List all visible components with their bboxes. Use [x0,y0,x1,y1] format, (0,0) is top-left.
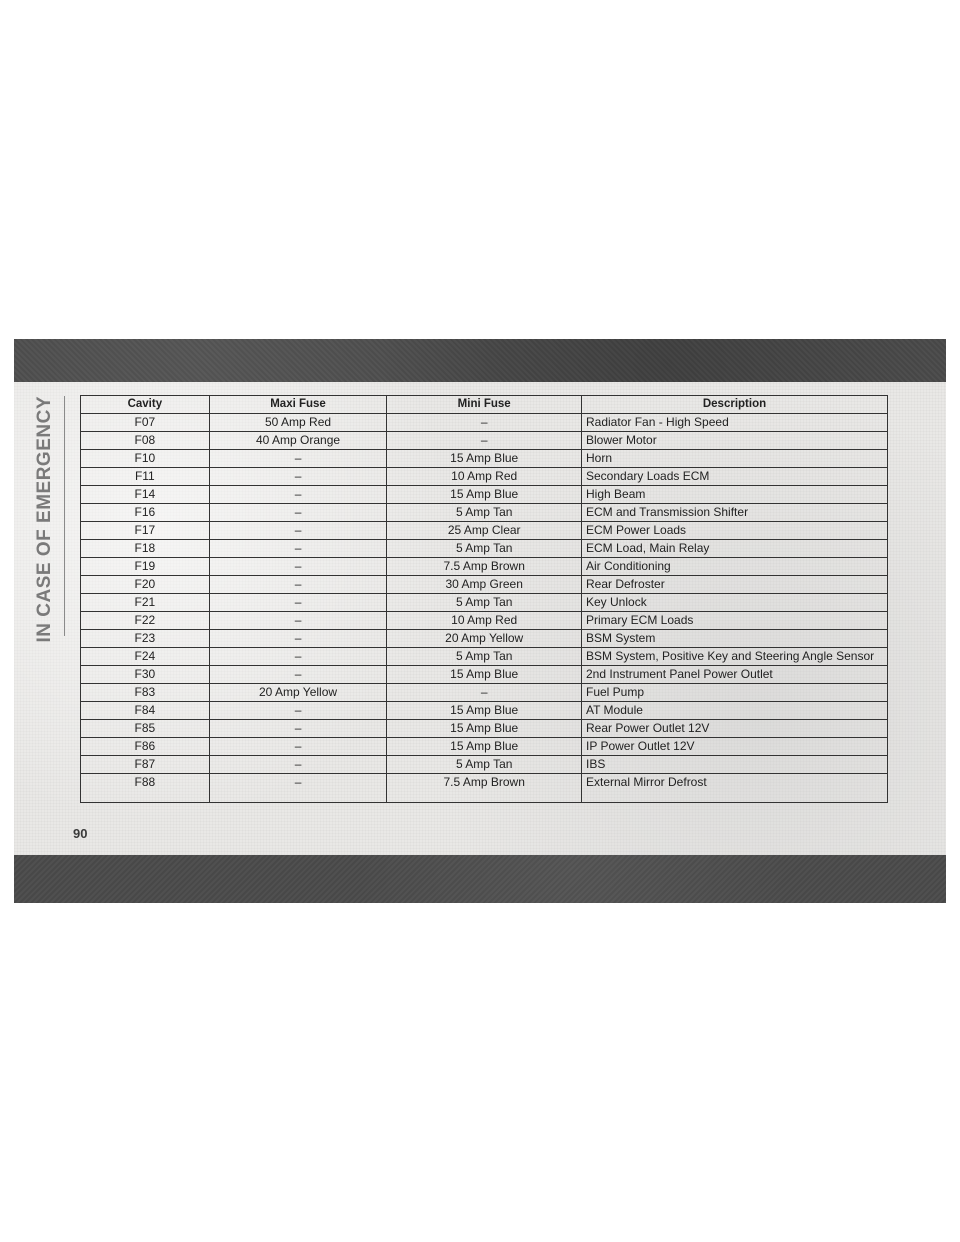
mini-fuse-cell: 30 Amp Green [387,576,582,594]
cavity-cell: F11 [81,468,210,486]
cavity-cell: F18 [81,540,210,558]
cavity-cell: F19 [81,558,210,576]
table-row [81,684,888,702]
maxi-fuse-cell: – [209,450,387,468]
section-title: IN CASE OF EMERGENCY [34,396,55,643]
header-maxi-fuse: Maxi Fuse [209,396,387,414]
table-row [81,486,888,504]
table-row [81,540,888,558]
header-description: Description [582,396,888,414]
table-row [81,504,888,522]
maxi-fuse-cell: – [209,594,387,612]
table-row [81,756,888,774]
table-header-row [81,396,888,414]
table-row [81,522,888,540]
table-row [81,594,888,612]
header-mini-fuse: Mini Fuse [387,396,582,414]
cavity-cell: F24 [81,648,210,666]
mini-fuse-cell: 7.5 Amp Brown [387,558,582,576]
mini-fuse-cell: 5 Amp Tan [387,594,582,612]
description-cell: Primary ECM Loads [582,612,888,630]
section-divider [64,396,65,636]
description-cell: External Mirror Defrost [582,774,888,803]
description-cell: AT Module [582,702,888,720]
description-cell: Secondary Loads ECM [582,468,888,486]
cavity-cell: F85 [81,720,210,738]
maxi-fuse-cell: 40 Amp Orange [209,432,387,450]
header-band [14,339,946,382]
maxi-fuse-cell: – [209,576,387,594]
table-row [81,468,888,486]
table-row [81,702,888,720]
cavity-cell: F16 [81,504,210,522]
maxi-fuse-cell: – [209,648,387,666]
footer-band [14,855,946,903]
table-row [81,666,888,684]
mini-fuse-cell: 15 Amp Blue [387,486,582,504]
mini-fuse-cell: 15 Amp Blue [387,702,582,720]
fuse-table [80,395,888,803]
cavity-cell: F14 [81,486,210,504]
mini-fuse-cell: 15 Amp Blue [387,666,582,684]
description-cell: IBS [582,756,888,774]
maxi-fuse-cell: 50 Amp Red [209,414,387,432]
cavity-cell: F17 [81,522,210,540]
table-row [81,630,888,648]
maxi-fuse-cell: – [209,504,387,522]
description-cell: IP Power Outlet 12V [582,738,888,756]
mini-fuse-cell: – [387,414,582,432]
mini-fuse-cell: 10 Amp Red [387,468,582,486]
cavity-cell: F23 [81,630,210,648]
description-cell: Air Conditioning [582,558,888,576]
page-number: 90 [73,826,88,841]
description-cell: High Beam [582,486,888,504]
maxi-fuse-cell: – [209,666,387,684]
maxi-fuse-cell: – [209,774,387,803]
mini-fuse-cell: 10 Amp Red [387,612,582,630]
table-row [81,774,888,803]
table-row [81,432,888,450]
table-row [81,738,888,756]
description-cell: ECM and Transmission Shifter [582,504,888,522]
description-cell: ECM Load, Main Relay [582,540,888,558]
cavity-cell: F83 [81,684,210,702]
maxi-fuse-cell: – [209,612,387,630]
maxi-fuse-cell: – [209,522,387,540]
table-row [81,612,888,630]
cavity-cell: F10 [81,450,210,468]
maxi-fuse-cell: – [209,738,387,756]
cavity-cell: F88 [81,774,210,803]
description-cell: BSM System, Positive Key and Steering Angle Sensor [582,648,888,666]
description-cell: Blower Motor [582,432,888,450]
mini-fuse-cell: 15 Amp Blue [387,720,582,738]
maxi-fuse-cell: 20 Amp Yellow [209,684,387,702]
cavity-cell: F87 [81,756,210,774]
table-row [81,450,888,468]
table-row [81,558,888,576]
maxi-fuse-cell: – [209,468,387,486]
cavity-cell: F20 [81,576,210,594]
description-cell: Radiator Fan - High Speed [582,414,888,432]
fuse-table-body [81,414,888,803]
mini-fuse-cell: 5 Amp Tan [387,504,582,522]
cavity-cell: F08 [81,432,210,450]
maxi-fuse-cell: – [209,630,387,648]
mini-fuse-cell: 5 Amp Tan [387,756,582,774]
description-cell: Fuel Pump [582,684,888,702]
maxi-fuse-cell: – [209,756,387,774]
mini-fuse-cell: 15 Amp Blue [387,450,582,468]
mini-fuse-cell: 25 Amp Clear [387,522,582,540]
table-row [81,576,888,594]
table-row [81,720,888,738]
maxi-fuse-cell: – [209,558,387,576]
cavity-cell: F21 [81,594,210,612]
description-cell: Rear Defroster [582,576,888,594]
maxi-fuse-cell: – [209,702,387,720]
description-cell: BSM System [582,630,888,648]
cavity-cell: F07 [81,414,210,432]
table-row [81,648,888,666]
maxi-fuse-cell: – [209,720,387,738]
mini-fuse-cell: – [387,684,582,702]
header-cavity: Cavity [81,396,210,414]
cavity-cell: F30 [81,666,210,684]
cavity-cell: F22 [81,612,210,630]
mini-fuse-cell: 5 Amp Tan [387,648,582,666]
mini-fuse-cell: 5 Amp Tan [387,540,582,558]
mini-fuse-cell: 15 Amp Blue [387,738,582,756]
table-row [81,414,888,432]
cavity-cell: F84 [81,702,210,720]
description-cell: 2nd Instrument Panel Power Outlet [582,666,888,684]
mini-fuse-cell: – [387,432,582,450]
mini-fuse-cell: 7.5 Amp Brown [387,774,582,803]
description-cell: ECM Power Loads [582,522,888,540]
section-tab [28,396,62,643]
maxi-fuse-cell: – [209,486,387,504]
description-cell: Horn [582,450,888,468]
description-cell: Key Unlock [582,594,888,612]
maxi-fuse-cell: – [209,540,387,558]
cavity-cell: F86 [81,738,210,756]
mini-fuse-cell: 20 Amp Yellow [387,630,582,648]
description-cell: Rear Power Outlet 12V [582,720,888,738]
